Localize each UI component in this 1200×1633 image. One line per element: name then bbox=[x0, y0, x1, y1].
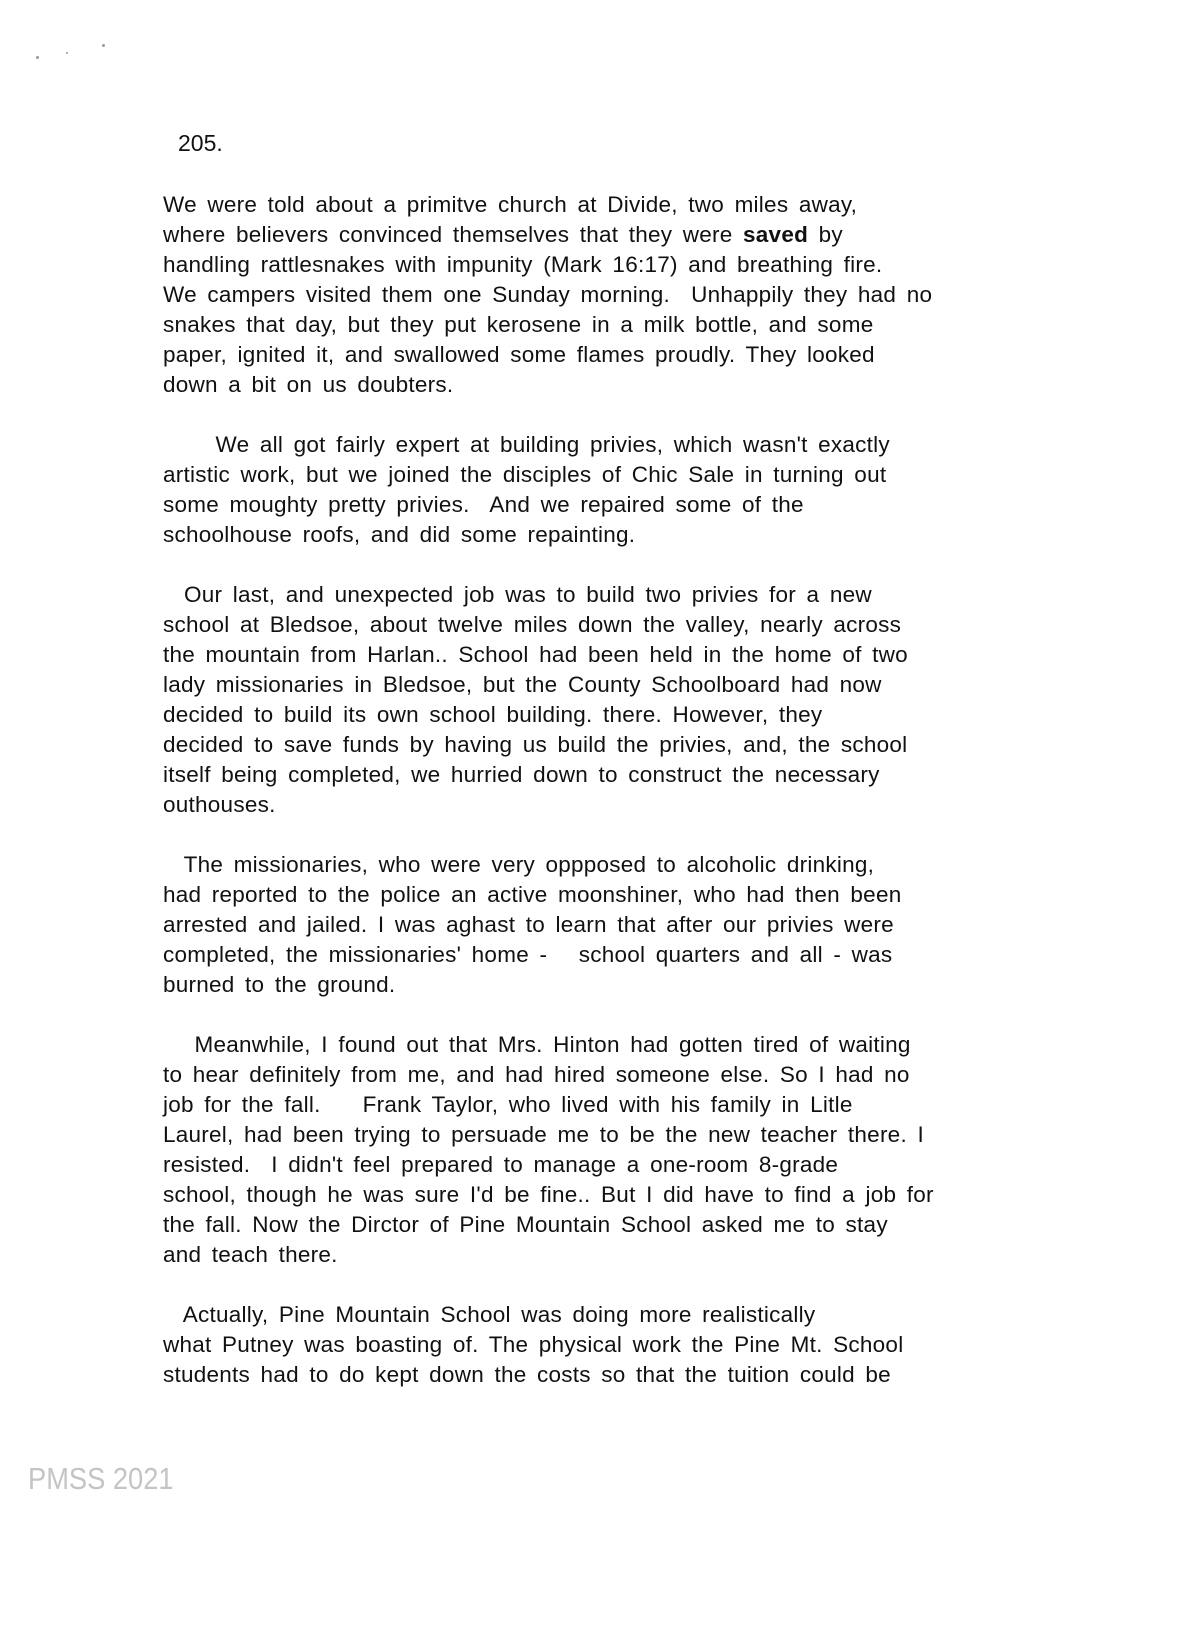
text-line bbox=[163, 340, 1063, 370]
text-segment: Actually, Pine Mountain School was doing more realistically bbox=[163, 1302, 816, 1327]
text-segment: Meanwhile, I found out that Mrs. Hinton had gotten tired of waiting bbox=[163, 1032, 911, 1057]
text-segment: Laurel, had been trying to persuade me to be the new teacher there. I bbox=[163, 1122, 924, 1147]
paragraph bbox=[163, 430, 1063, 550]
text-segment: to hear definitely from me, and had hired someone else. So I had no bbox=[163, 1062, 910, 1087]
text-segment: handling rattlesnakes with impunity (Mark 16:17) and breathing fire. bbox=[163, 252, 883, 277]
text-line bbox=[163, 460, 1063, 490]
text-segment: paper, ignited it, and swallowed some flames proudly. They looked bbox=[163, 342, 875, 367]
text-segment: schoolhouse roofs, and did some repainting. bbox=[163, 522, 636, 547]
text-segment: students had to do kept down the costs so that the tuition could be bbox=[163, 1362, 891, 1387]
text-line bbox=[163, 1090, 1063, 1120]
scan-speck bbox=[36, 56, 39, 59]
text-line bbox=[163, 220, 1063, 250]
paragraph bbox=[163, 1300, 1063, 1390]
text-line bbox=[163, 1120, 1063, 1150]
paragraph bbox=[163, 850, 1063, 1000]
text-segment: We were told about a primitve church at Divide, two miles away, bbox=[163, 192, 858, 217]
text-line bbox=[163, 1030, 1063, 1060]
text-segment: had reported to the police an active moonshiner, who had then been bbox=[163, 882, 902, 907]
text-line bbox=[163, 700, 1063, 730]
text-line bbox=[163, 790, 1063, 820]
text-line bbox=[163, 580, 1063, 610]
text-line bbox=[163, 760, 1063, 790]
text-line bbox=[163, 310, 1063, 340]
text-segment: down a bit on us doubters. bbox=[163, 372, 454, 397]
text-segment: arrested and jailed. I was aghast to learn that after our privies were bbox=[163, 912, 894, 937]
text-segment: school, though he was sure I'd be fine.. But I did have to find a job for bbox=[163, 1182, 934, 1207]
text-line bbox=[163, 1150, 1063, 1180]
text-line bbox=[163, 610, 1063, 640]
text-line bbox=[163, 670, 1063, 700]
text-segment: Our last, and unexpected job was to build two privies for a new bbox=[163, 582, 872, 607]
scan-speck bbox=[102, 44, 105, 47]
text-line bbox=[163, 1180, 1063, 1210]
text-line bbox=[163, 640, 1063, 670]
text-segment: decided to save funds by having us build the privies, and, the school bbox=[163, 732, 908, 757]
scan-speck bbox=[66, 52, 68, 54]
text-segment: The missionaries, who were very oppposed to alcoholic drinking, bbox=[163, 852, 875, 877]
text-segment: some moughty pretty privies. And we repaired some of the bbox=[163, 492, 804, 517]
text-line bbox=[163, 1300, 1063, 1330]
text-segment: We campers visited them one Sunday morning. Unhappily they had no bbox=[163, 282, 933, 307]
text-line bbox=[163, 520, 1063, 550]
text-line bbox=[163, 850, 1063, 880]
paragraph bbox=[163, 580, 1063, 820]
text-line bbox=[163, 1330, 1063, 1360]
text-segment: artistic work, but we joined the disciples of Chic Sale in turning out bbox=[163, 462, 887, 487]
bold-text: saved bbox=[743, 222, 809, 247]
text-segment: lady missionaries in Bledsoe, but the County Schoolboard had now bbox=[163, 672, 882, 697]
text-line bbox=[163, 1210, 1063, 1240]
text-segment: the fall. Now the Dirctor of Pine Mountain School asked me to stay bbox=[163, 1212, 888, 1237]
text-segment: the mountain from Harlan.. School had been held in the home of two bbox=[163, 642, 908, 667]
text-line bbox=[163, 1360, 1063, 1390]
text-line bbox=[163, 880, 1063, 910]
text-line bbox=[163, 1240, 1063, 1270]
text-line bbox=[163, 430, 1063, 460]
text-line bbox=[163, 730, 1063, 760]
text-segment: itself being completed, we hurried down to construct the necessary bbox=[163, 762, 880, 787]
text-line bbox=[163, 250, 1063, 280]
text-segment: where believers convinced themselves that they were bbox=[163, 222, 744, 247]
text-segment: resisted. I didn't feel prepared to manage a one-room 8-grade bbox=[163, 1152, 839, 1177]
text-line bbox=[163, 370, 1063, 400]
page-number: 205. bbox=[178, 130, 223, 156]
text-line bbox=[163, 280, 1063, 310]
text-segment: what Putney was boasting of. The physical work the Pine Mt. School bbox=[163, 1332, 904, 1357]
text-segment: snakes that day, but they put kerosene in a milk bottle, and some bbox=[163, 312, 874, 337]
text-line bbox=[163, 190, 1063, 220]
text-segment: burned to the ground. bbox=[163, 972, 396, 997]
text-segment: decided to build its own school building. there. However, they bbox=[163, 702, 823, 727]
text-segment: by bbox=[808, 222, 843, 247]
text-line bbox=[163, 490, 1063, 520]
text-line bbox=[163, 970, 1063, 1000]
text-segment: completed, the missionaries' home - school quarters and all - was bbox=[163, 942, 893, 967]
paragraph bbox=[163, 1030, 1063, 1270]
text-line bbox=[163, 940, 1063, 970]
watermark: PMSS 2021 bbox=[28, 1461, 174, 1496]
text-segment: job for the fall. Frank Taylor, who lived with his family in Litle bbox=[163, 1092, 853, 1117]
text-segment: We all got fairly expert at building privies, which wasn't exactly bbox=[163, 432, 890, 457]
text-line bbox=[163, 910, 1063, 940]
paragraph bbox=[163, 190, 1063, 400]
text-segment: school at Bledsoe, about twelve miles down the valley, nearly across bbox=[163, 612, 902, 637]
text-line bbox=[163, 1060, 1063, 1090]
text-segment: outhouses. bbox=[163, 792, 276, 817]
text-segment: and teach there. bbox=[163, 1242, 338, 1267]
